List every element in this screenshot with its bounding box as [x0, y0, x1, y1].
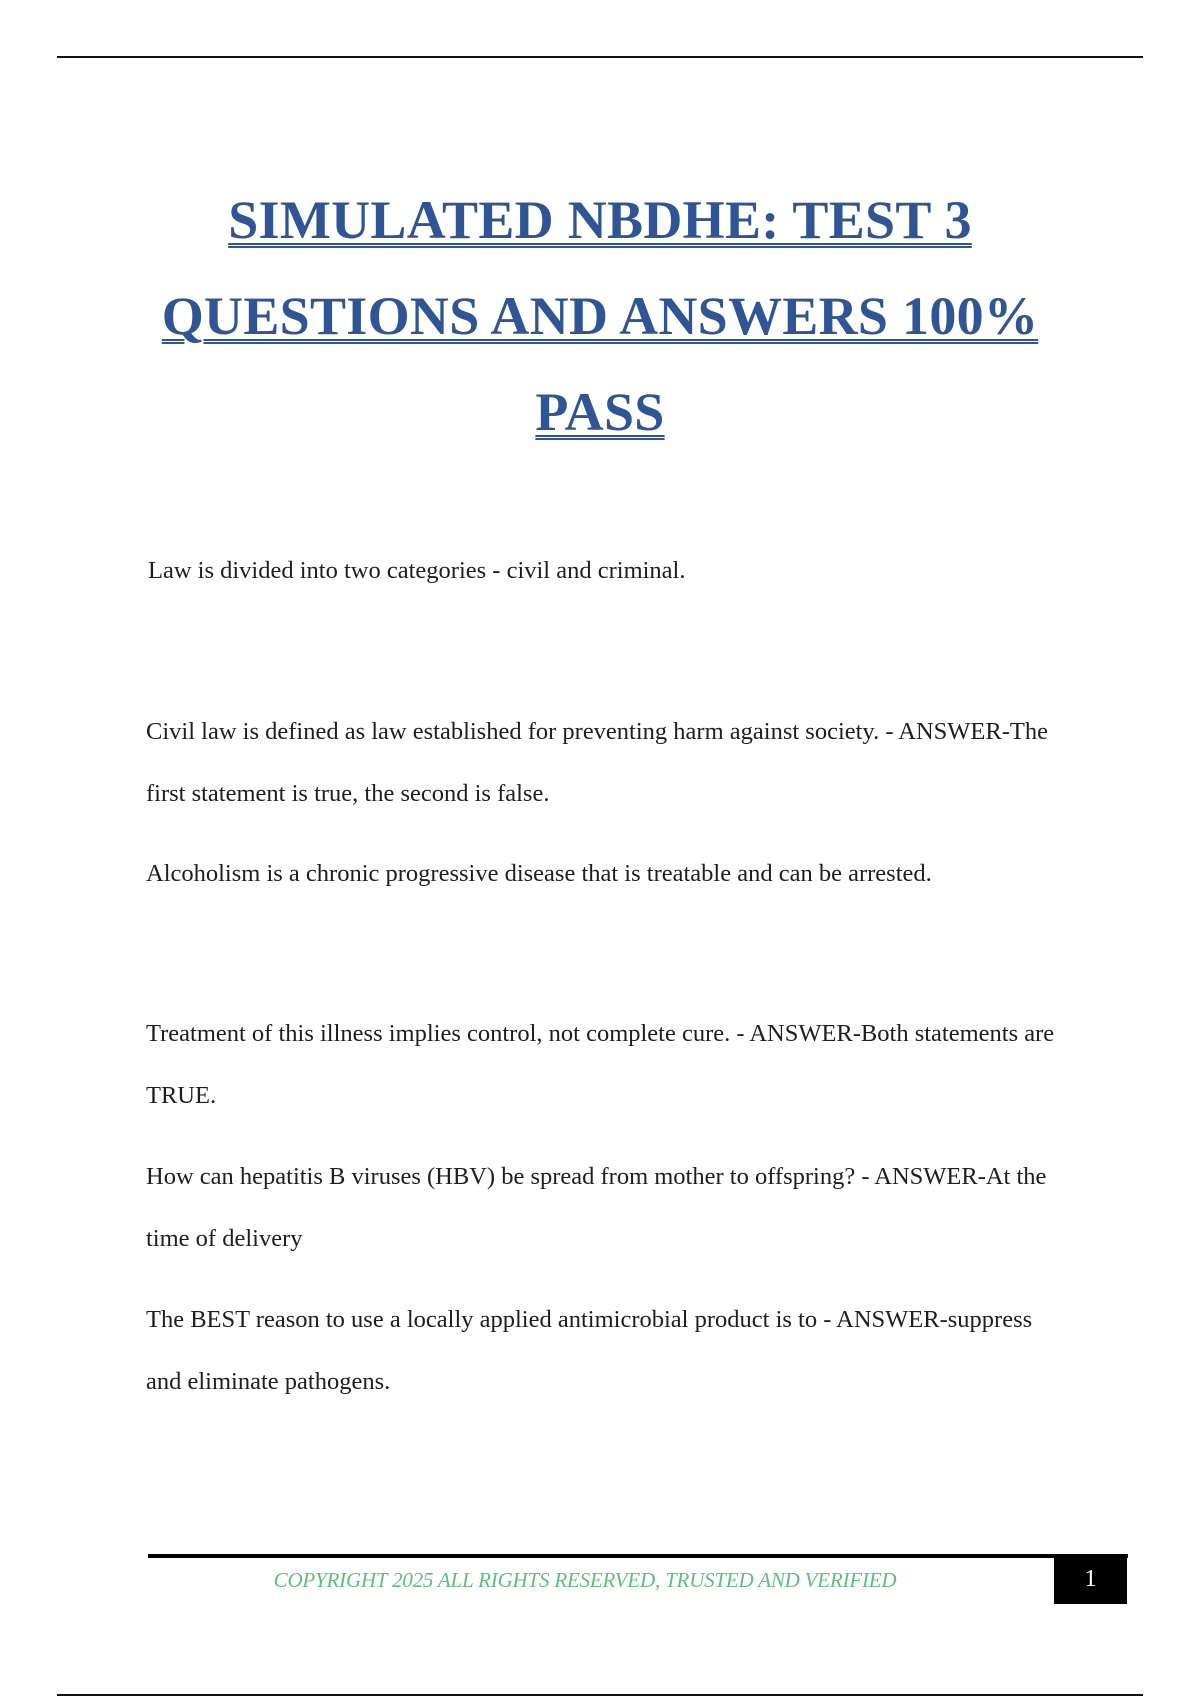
title-line-1: SIMULATED NBDHE: TEST 3: [228, 190, 972, 250]
paragraph-1: Law is divided into two categories - civil and criminal.: [148, 557, 686, 584]
paragraph-6: The BEST reason to use a locally applied antimicrobial product is to - ANSWER-suppress and eliminate pathogens.: [146, 1306, 1033, 1395]
document-title: [100, 172, 1100, 460]
title-line-3: PASS: [535, 382, 665, 442]
footer-copyright: COPYRIGHT 2025 ALL RIGHTS RESERVED, TRUSTED AND VERIFIED: [273, 1568, 897, 1592]
page-number: 1: [1054, 1554, 1127, 1604]
bottom-rule: [57, 1694, 1143, 1696]
title-line-2: QUESTIONS AND ANSWERS 100%: [161, 286, 1039, 346]
paragraph-2: Civil law is defined as law established for preventing harm against society. - ANSWER-The first statement is true, the second is false.: [146, 718, 1048, 807]
header-rule: [57, 56, 1143, 58]
paragraph-4: Treatment of this illness implies control, not complete cure. - ANSWER-Both statements are TRUE.: [146, 1020, 1055, 1109]
paragraph-3: Alcoholism is a chronic progressive disease that is treatable and can be arrested.: [146, 860, 932, 887]
paragraph-5: How can hepatitis B viruses (HBV) be spread from mother to offspring? - ANSWER-At the time of delivery: [146, 1163, 1047, 1252]
footer-rule: [148, 1554, 1128, 1558]
